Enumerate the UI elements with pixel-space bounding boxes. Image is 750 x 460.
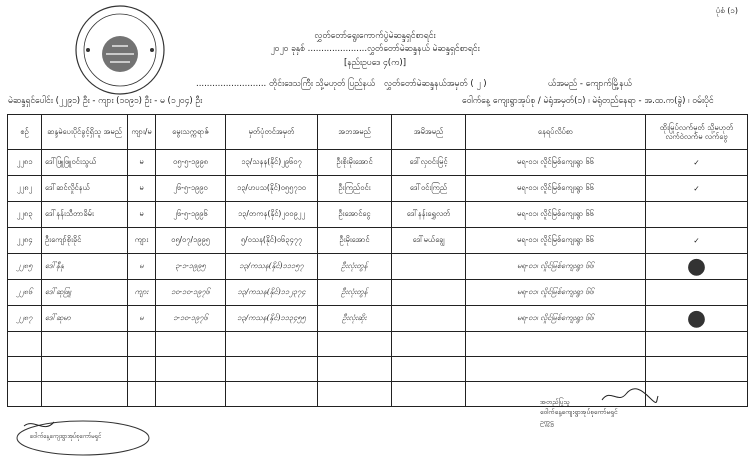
table-row	[8, 202, 748, 228]
cell-mother: ဒေါ်ဝင်းကြည်	[392, 176, 466, 202]
cell-address: မရ-၀၁၊ လိူင်မြစ်ကျေးရွာ ၆၆	[466, 306, 646, 332]
col-header-address: နေရပ်လိပ်စာ	[466, 115, 646, 150]
cell-sex: မ	[128, 202, 156, 228]
cell-signature: ✓	[646, 228, 748, 254]
voter-register-table	[7, 114, 748, 407]
document-subtitle: ၂၀၂၀ ခုနှစ် ......................လွှတ်တော်မဲဆန္ဒနယ် မဲဆန္ဒရှင်စာရင်း	[270, 44, 480, 54]
cell-signature: ✓	[646, 150, 748, 176]
cell-no: ၂၂၈၄	[8, 228, 42, 254]
cell-signature: ●	[646, 254, 748, 280]
col-header-father: အဘအမည်	[318, 115, 392, 150]
cell-mother: ဒေါ်လှဝင်းမြင့်	[392, 150, 466, 176]
cell-signature	[646, 280, 748, 306]
township-name: ယ်အမည် - ကျောက်မြို့နယ်	[548, 79, 632, 89]
approval-committee: ဝေါက်နေ့ကျေးရွာအုပ်စုကော်မရှင်	[540, 407, 618, 416]
cell-name: ဒေါ်ဆုဖြူ	[42, 280, 128, 306]
cell-dob: ၁-၁၀-၁၉၇၆	[156, 306, 226, 332]
cell-father: ဦးလုံးဆိုး	[318, 306, 392, 332]
cell-nrc: ၁၃/တကန(နိုင်)၂၀၀၉၂၂	[226, 202, 318, 228]
table-row	[8, 228, 748, 254]
cell-sex: ကျား	[128, 280, 156, 306]
cell-father: ဦးလုံးတွန်	[318, 280, 392, 306]
table-row-blank	[8, 332, 748, 357]
cell-signature	[646, 202, 748, 228]
cell-sex: မ	[128, 176, 156, 202]
cell-address: မရ-၀၁၊ လိူင်မြစ်ကျေးရွာ ၆၆	[466, 150, 646, 176]
cell-no: ၂၂၈၇	[8, 306, 42, 332]
document-title: လွှတ်တော်ရွေးကောက်ပွဲမဲဆန္ဒရှင်စာရင်း	[314, 31, 436, 41]
constituency-number: လွှတ်တော်မဲဆန္ဒနယ်အမှတ် ( ၂ )	[384, 79, 487, 89]
cell-dob: ၂၆-၅-၁၉၉၆	[156, 202, 226, 228]
cell-nrc: ၁၃/ကသန(နိုင်)၁၁၃၄၅၅	[226, 306, 318, 332]
table-row	[8, 150, 748, 176]
cell-address: မရ-၀၁၊ လိူင်မြစ်ကျေးရွာ ၆၆	[466, 202, 646, 228]
cell-father: ဦးစိုးမိုးအောင်	[318, 150, 392, 176]
col-header-signature: ထိုးမြုပ်လက်မှတ် သို့မဟုတ် လက်ဝဲလက်မ လက်ဗွေ	[646, 115, 748, 150]
cell-nrc: ၁၃/ကသန(နိုင်)၁၁၂၃၇၄	[226, 280, 318, 306]
cell-father: ဦးအောင်ငွေ	[318, 202, 392, 228]
cell-name: ဒေါ်နီနု	[42, 254, 128, 280]
approval-label: အတည်ပြုသူ	[540, 398, 570, 406]
cell-nrc: ၁၃/ကသန(နိုင်)၁၁၁၅၇	[226, 254, 318, 280]
approval-signature-block	[540, 398, 617, 427]
col-header-mother: အမိအမည်	[392, 115, 466, 150]
cell-no: ၂၂၈၃	[8, 202, 42, 228]
cell-name: ဒေါ်ဖြူဖြူဝင်းသွယ်	[42, 150, 128, 176]
cell-sex: မ	[128, 306, 156, 332]
cell-dob: ၂၆-၅-၁၉၉၀	[156, 176, 226, 202]
cell-dob: ၀၅-၅-၁၉၉၈	[156, 150, 226, 176]
cell-sex: မ	[128, 254, 156, 280]
cell-father: ဦးလုံးတွန်	[318, 254, 392, 280]
cell-signature: ●	[646, 306, 748, 332]
cell-dob: ၀၅/၀၇/၁၉၉၅	[156, 228, 226, 254]
cell-nrc: ၅/ဝသန(နိုင်)၀၆၃၄၇၇	[226, 228, 318, 254]
cell-name: ဒေါ်ဆင်လှိုင်နယ်	[42, 176, 128, 202]
table-header-row	[8, 115, 748, 150]
cell-dob: ၁၀-၁၀-၁၉၇၆	[156, 280, 226, 306]
cell-nrc: ၁၃/သနန(နိုင်)၂၉၆၀၇	[226, 150, 318, 176]
cell-mother	[392, 280, 466, 306]
cell-address: မရ-၀၁၊ လိူင်မြစ်ကျေးရွာ ၆၆	[466, 176, 646, 202]
rule-reference: [နည်းဥပဒေ ၄(က)]	[343, 58, 407, 68]
col-header-no: စဉ်	[8, 115, 42, 150]
cell-father: ဦးကြည်ဝင်း	[318, 176, 392, 202]
cell-no: ၂၂၈၅	[8, 254, 42, 280]
table-row	[8, 280, 748, 306]
approval-title: ဥက္ကဋ္ဌ	[540, 417, 554, 426]
region-line: .......................... တိုင်းဒေသကြီး သို့မဟုတ် ပြည်နယ်	[196, 79, 376, 89]
cell-father: ဦးမိုးအောင်	[318, 228, 392, 254]
cell-mother	[392, 306, 466, 332]
cell-no: ၂၂၈၁	[8, 150, 42, 176]
cell-mother	[392, 254, 466, 280]
cell-signature: ✓	[646, 176, 748, 202]
cell-address: မရ-၀၁၊ လိူင်မြစ်ကျေးရွာ ၆၆	[466, 254, 646, 280]
table-row	[8, 254, 748, 280]
table-row	[8, 306, 748, 332]
cell-mother: ဒေါ်မယ်ချွေ	[392, 228, 466, 254]
cell-name: ဒေါ်ဆုမာ	[42, 306, 128, 332]
cell-name: ဦးကျော်စိုးခိုင်	[42, 228, 128, 254]
cell-sex: မ	[128, 150, 156, 176]
col-header-sex: ကျား/မ	[128, 115, 156, 150]
cell-mother: ဒေါ်နန်းရွှေလတ်	[392, 202, 466, 228]
col-header-dob: မွေးသက္ကရာဇ်	[156, 115, 226, 150]
form-number: ပုံစံ (၁)	[715, 6, 738, 15]
cell-address: မရ-၀၁၊ လိူင်မြစ်ကျေးရွာ ၆၆	[466, 280, 646, 306]
polling-station: ဝေါက်နေ့ ကျေးရွာအုပ်စု / မဲရုံအမှတ်(၁) ၊ မဲရုံတည်နေရာ - အ.ထ.က(ခွဲ) ၊ ဝမ်းပိုင်	[462, 96, 714, 106]
voter-totals: မဲဆန္ဒရှင်ပေါင်း (၂၂၉၁) ဦး - ကျား (၁၀၉၁) ဦး - မ (၁၂၀၄) ဦး	[8, 96, 203, 106]
table-row	[8, 176, 748, 202]
cell-sex: ကျား	[128, 228, 156, 254]
cell-name: ဒေါ်နန်းသီတာခိမ်း	[42, 202, 128, 228]
cell-no: ၂၂၈၆	[8, 280, 42, 306]
cell-nrc: ၁၃/ဟပသ(နိုင်)၀၅၅၇၁၀	[226, 176, 318, 202]
cell-no: ၂၂၈၂	[8, 176, 42, 202]
col-header-name: ဆန္ဒမဲပေးပိုင်ခွင့်ရှိသူ အမည်	[42, 115, 128, 150]
table-row-blank	[8, 357, 748, 382]
cell-address: မရ-၀၁၊ လိူင်မြစ်ကျေးရွာ ၆၆	[466, 228, 646, 254]
col-header-nrc: မှတ်ပုံတင်အမှတ်	[226, 115, 318, 150]
cell-dob: ၃-၁-၁၉၉၅	[156, 254, 226, 280]
stamp-text: ဝေါက်နေ့ကျေးရွာအုပ်စုကော်မရှင်	[30, 433, 102, 440]
